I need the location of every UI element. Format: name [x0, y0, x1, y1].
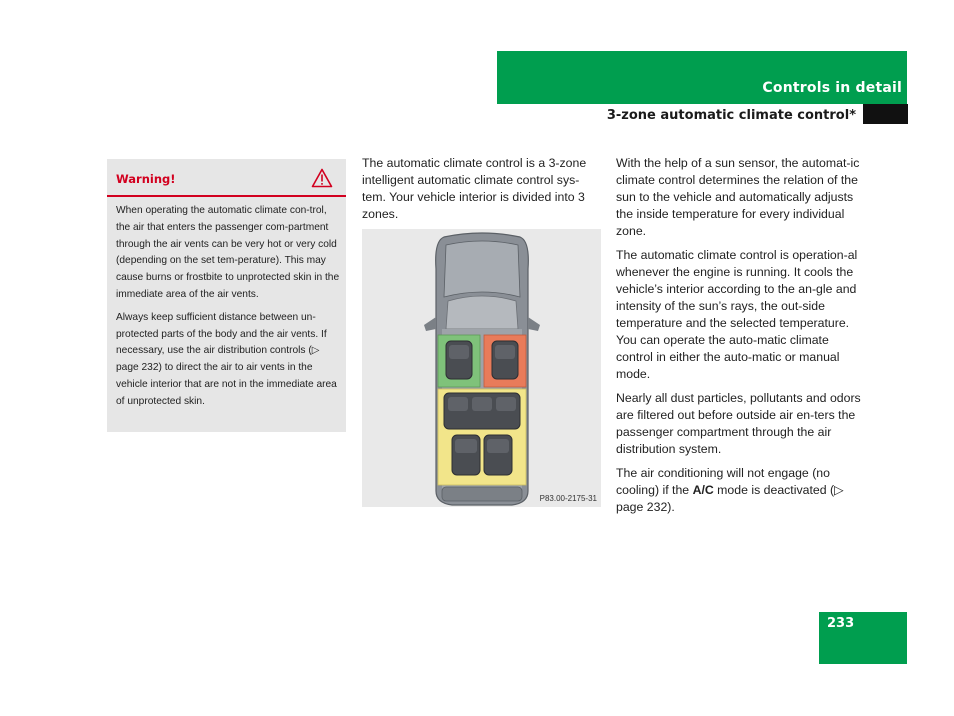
header-band [497, 51, 907, 104]
paragraph: The automatic climate control is operation-al whenever the engine is running. It cools the vehicle’s interior according to the an-gle and intensity of the sun’s rays, the out-side temperature and the selected temperature. You can operate the auto-matic climate control in either the auto-matic or manual mode. [616, 248, 858, 381]
chapter-title: Controls in detail [762, 80, 902, 96]
intro-paragraph: The automatic climate control is a 3-zone intelligent automatic climate control sys-tem. Your vehicle interior is divided into 3 zones. [362, 156, 587, 221]
page-number: 233 [827, 616, 855, 631]
vehicle-top-view [362, 229, 601, 507]
section-title: 3-zone automatic climate control* [606, 108, 856, 123]
vehicle-zones-figure [362, 229, 601, 507]
paragraph: With the help of a sun sensor, the automat-ic climate control determines the relation of the sun to the vehicle and automatically adjusts the inside temperature for every individual zone. [616, 156, 860, 238]
warning-header [107, 159, 346, 197]
warning-label: Warning! [116, 172, 176, 186]
ac-mode-label: A/C [692, 483, 714, 497]
warning-paragraph: Always keep sufficient distance between un-protected parts of the body and the air vents. If necessary, use the air distribution controls (▷ page 232) to direct the air to air vents in the vehicle interior that are not in the immediate area of unprotected skin. [116, 311, 337, 407]
paragraph-ac [616, 465, 862, 516]
text-span: mode is deactivated (▷ page 232). [616, 483, 844, 514]
warning-text [116, 203, 340, 417]
paragraph: Nearly all dust particles, pollutants and odors are filtered out before outside air en-ters the passenger compartment through the air distribution system. [616, 391, 861, 456]
warning-box [107, 159, 346, 432]
warning-paragraph: When operating the automatic climate con-trol, the air that enters the passenger com-partment through the air vents can be very hot or very cold (depending on the set tem-perature). This may cause burns or frostbite to unprotected skin in the immediate area of the air vents. [116, 205, 340, 300]
text-span: The air conditioning will not engage (no cooling) if the [616, 466, 830, 497]
warning-triangle-icon [311, 168, 333, 188]
page-number-box [819, 612, 907, 664]
figure-code: P83.00-2175-31 [539, 494, 597, 503]
column-middle [362, 155, 602, 223]
column-right [616, 155, 862, 523]
section-tab-marker [863, 104, 908, 124]
